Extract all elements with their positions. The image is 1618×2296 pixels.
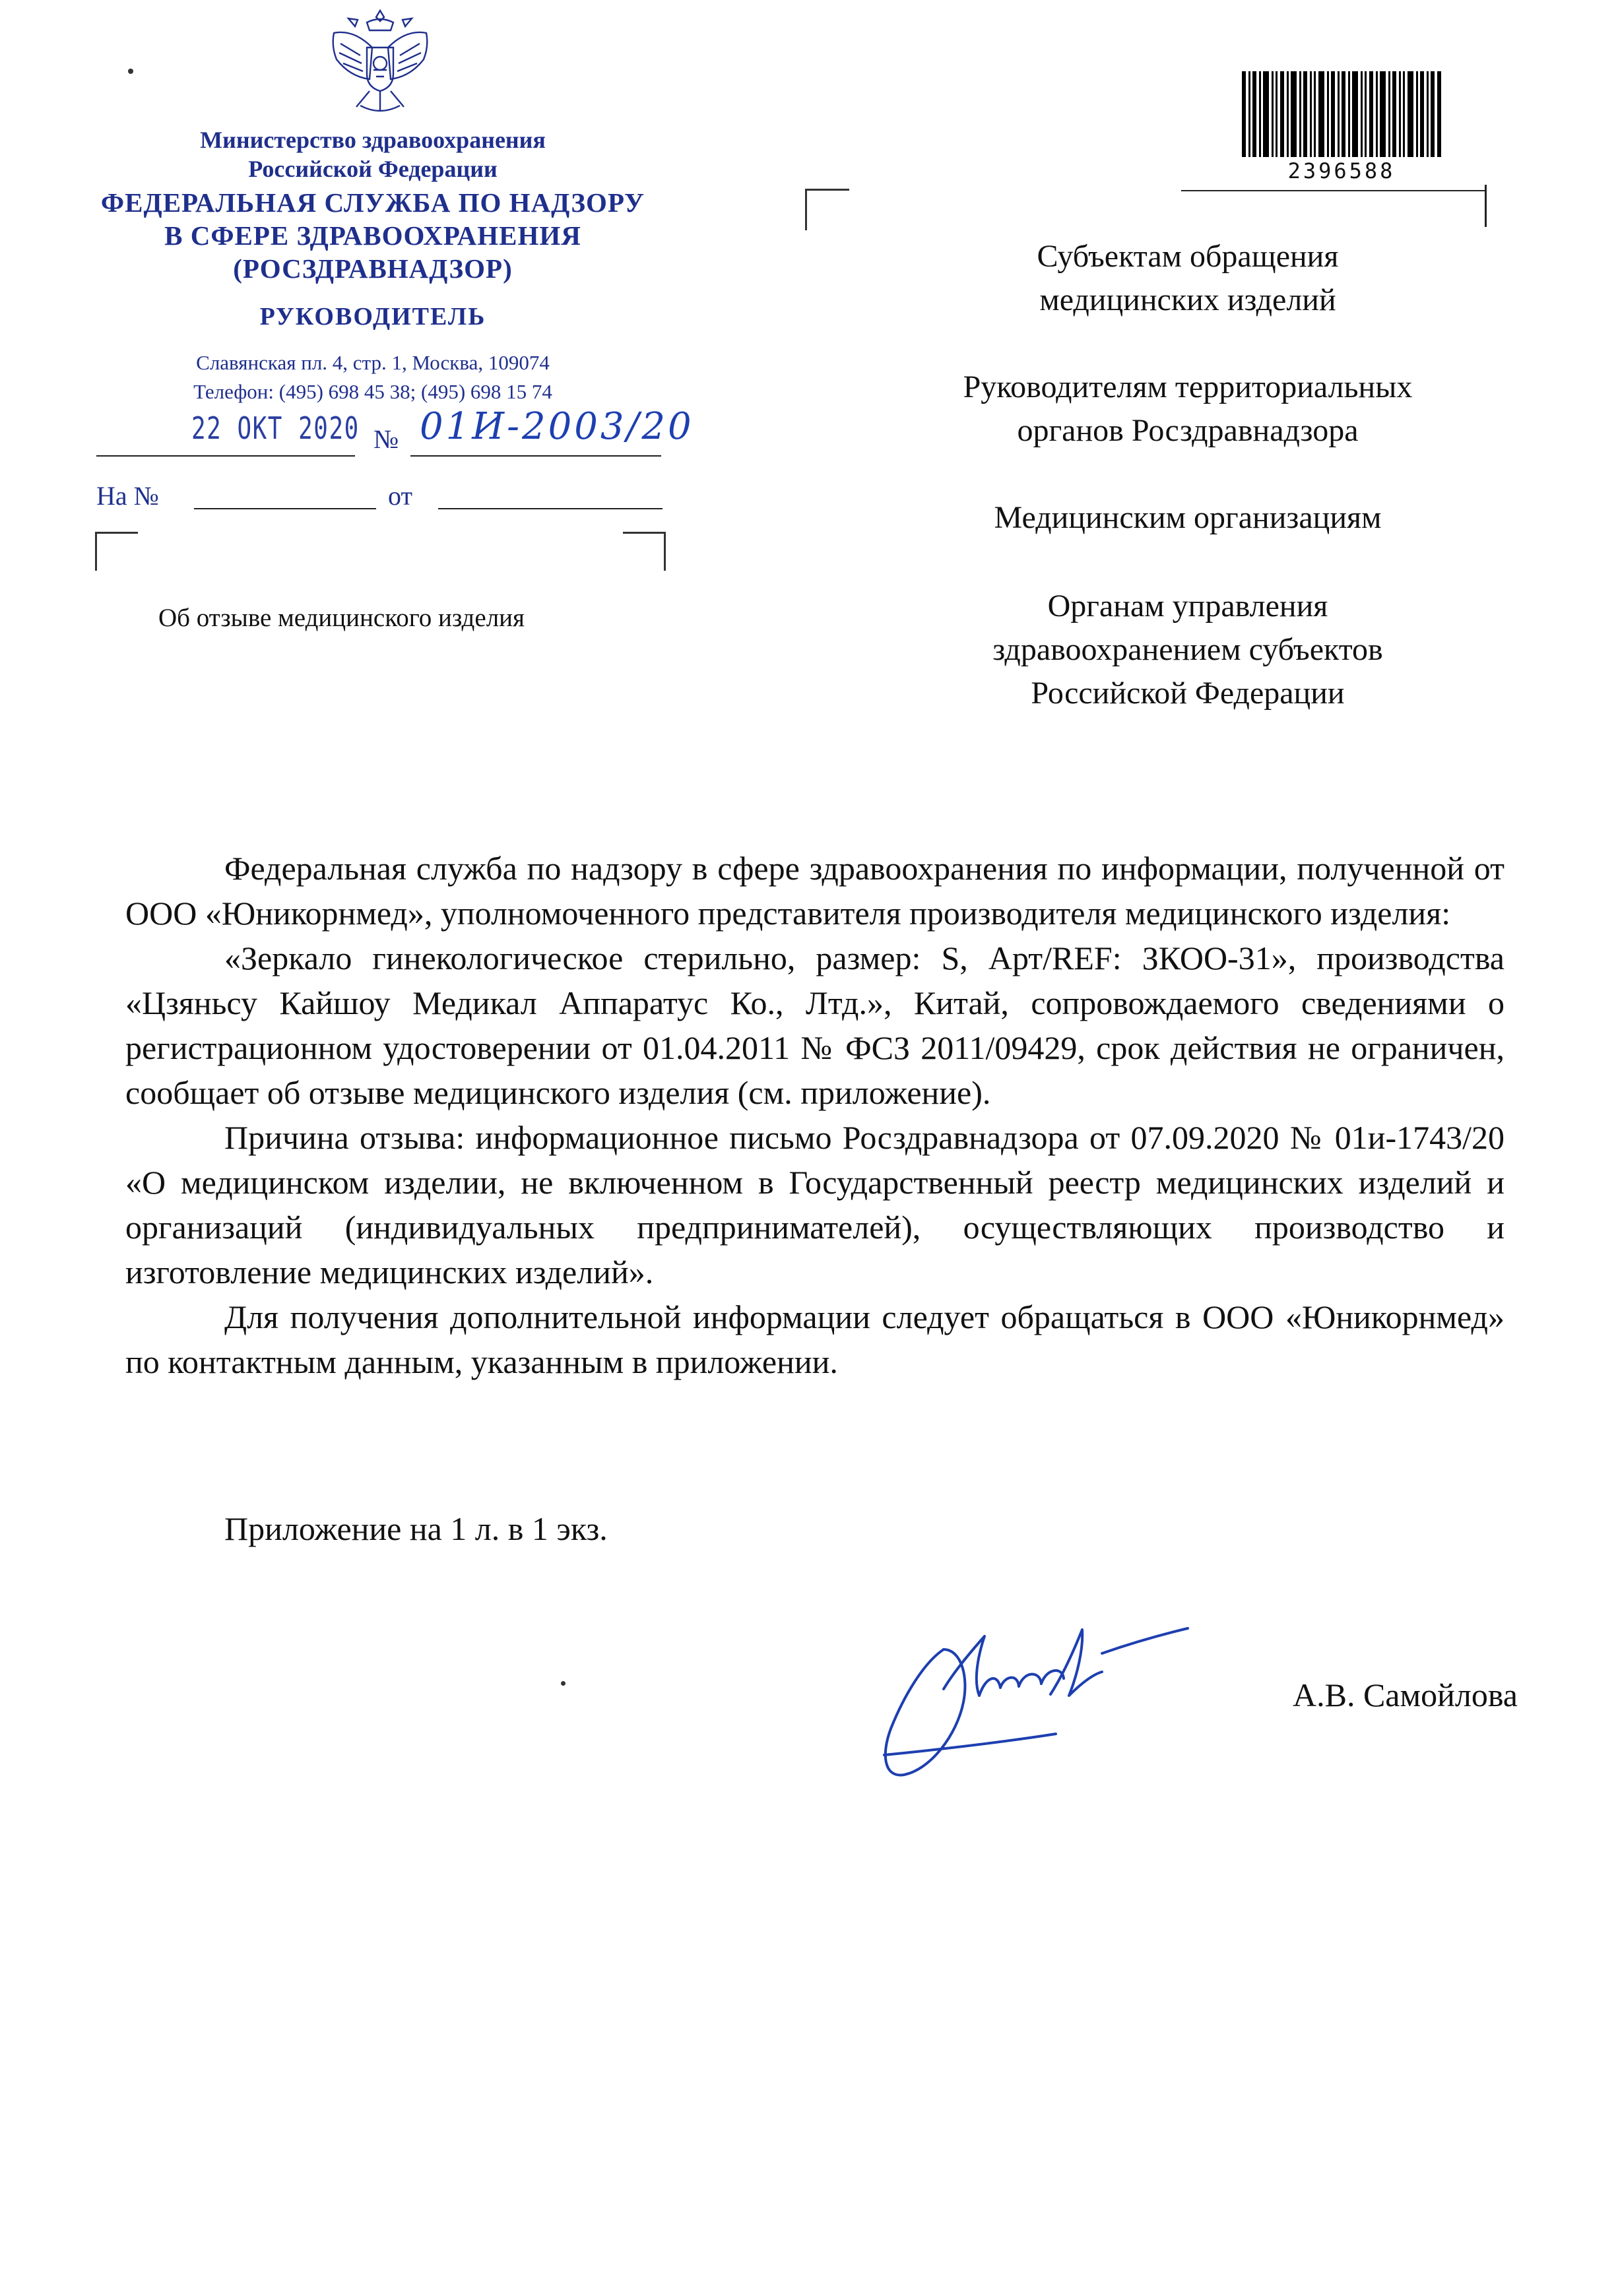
address-line: Славянская пл. 4, стр. 1, Москва, 109074 bbox=[196, 351, 550, 374]
reply-date-underline bbox=[438, 508, 663, 509]
barcode bbox=[1242, 71, 1441, 157]
service-line-2: В СФЕРЕ ЗДРАВООХРАНЕНИЯ bbox=[164, 220, 581, 251]
sender-address bbox=[106, 348, 640, 406]
recipient-4-line-3: Российской Федерации bbox=[1031, 676, 1345, 711]
recipient-2-line-1: Руководителям территориальных bbox=[963, 369, 1413, 404]
number-underline bbox=[410, 455, 661, 457]
recipient-4-line-1: Органам управления bbox=[1047, 589, 1328, 623]
recipient-2-line-2: органов Росздравнадзора bbox=[1017, 413, 1359, 448]
subject-bracket-right bbox=[623, 532, 666, 571]
body-paragraph-3: Причина отзыва: информационное письмо Росздравнадзора от 07.09.2020 № 01и-1743/20 «О медицинском изделии, не включенном в Государственный реестр медицинских изделий и организаций (индивидуальных предпринимателей), осуществляющих производство и изготовление медицинских изделий». bbox=[125, 1119, 1505, 1291]
barcode-number: 2396588 bbox=[1287, 158, 1396, 183]
reply-number-underline bbox=[194, 508, 376, 509]
ministry-name bbox=[106, 125, 640, 183]
position-title: РУКОВОДИТЕЛЬ bbox=[259, 303, 486, 331]
recipient-3 bbox=[858, 496, 1518, 540]
reply-from-label: от bbox=[388, 481, 412, 511]
service-name bbox=[73, 186, 673, 285]
signatory-name: А.В. Самойлова bbox=[1293, 1676, 1518, 1713]
date-stamp: 22 ОКТ 2020 bbox=[191, 410, 360, 446]
recipient-top-rule bbox=[1181, 190, 1485, 191]
recipient-4-line-2: здравоохранением субъектов bbox=[992, 632, 1383, 667]
subject-bracket-left bbox=[95, 532, 138, 571]
recipient-bracket-right bbox=[1485, 185, 1487, 227]
annex-note: Приложение на 1 л. в 1 экз. bbox=[224, 1510, 608, 1547]
body-paragraph-4: Для получения дополнительной информации следует обращаться в ООО «Юникорнмед» по контактным данным, указанным в приложении. bbox=[125, 1298, 1505, 1380]
reply-number-label: На № bbox=[96, 481, 159, 511]
recipient-2 bbox=[858, 366, 1518, 453]
scan-speck bbox=[128, 69, 133, 74]
recipient-1-line-1: Субъектам обращения bbox=[1037, 239, 1339, 274]
date-underline bbox=[96, 455, 355, 457]
service-line-3: (РОСЗДРАВНАДЗОР) bbox=[233, 253, 513, 284]
number-label: № bbox=[373, 424, 399, 454]
body-paragraph-1: Федеральная служба по надзору в сфере здравоохранения по информации, полученной от ООО «Юникорнмед», уполномоченного представителя производителя медицинского изделия: bbox=[125, 850, 1505, 932]
scan-speck bbox=[561, 1681, 566, 1686]
recipient-bracket-left bbox=[805, 189, 849, 230]
body-paragraph-2: «Зеркало гинекологическое стерильно, размер: S, Арт/REF: ЗКОО-31», производства «Цзяньсу Кайшоу Медикал Аппаратус Ко., Лтд.», Китай, сопровождаемого сведениями о регистрационном удостоверении от 01.04.2011 № ФСЗ 2011/09429, срок действия не ограничен, сообщает об отзыве медицинского изделия (см. приложение). bbox=[125, 940, 1505, 1111]
service-line-1: ФЕДЕРАЛЬНАЯ СЛУЖБА ПО НАДЗОРУ bbox=[100, 187, 645, 218]
recipient-1 bbox=[858, 235, 1518, 322]
letter-subject: Об отзыве медицинского изделия bbox=[158, 604, 525, 632]
phone-line: Телефон: (495) 698 45 38; (495) 698 15 74 bbox=[193, 380, 552, 403]
coat-of-arms-emblem bbox=[321, 7, 439, 120]
registration-number: 01И-2003/20 bbox=[420, 405, 694, 448]
ministry-line-2: Российской Федерации bbox=[248, 156, 498, 182]
handwritten-signature bbox=[845, 1597, 1214, 1788]
recipient-1-line-2: медицинских изделий bbox=[1039, 282, 1336, 317]
letter-body bbox=[125, 846, 1505, 1384]
recipient-3-line-1: Медицинским организациям bbox=[994, 500, 1382, 535]
recipient-4 bbox=[858, 585, 1518, 715]
ministry-line-1: Министерство здравоохранения bbox=[200, 127, 546, 153]
